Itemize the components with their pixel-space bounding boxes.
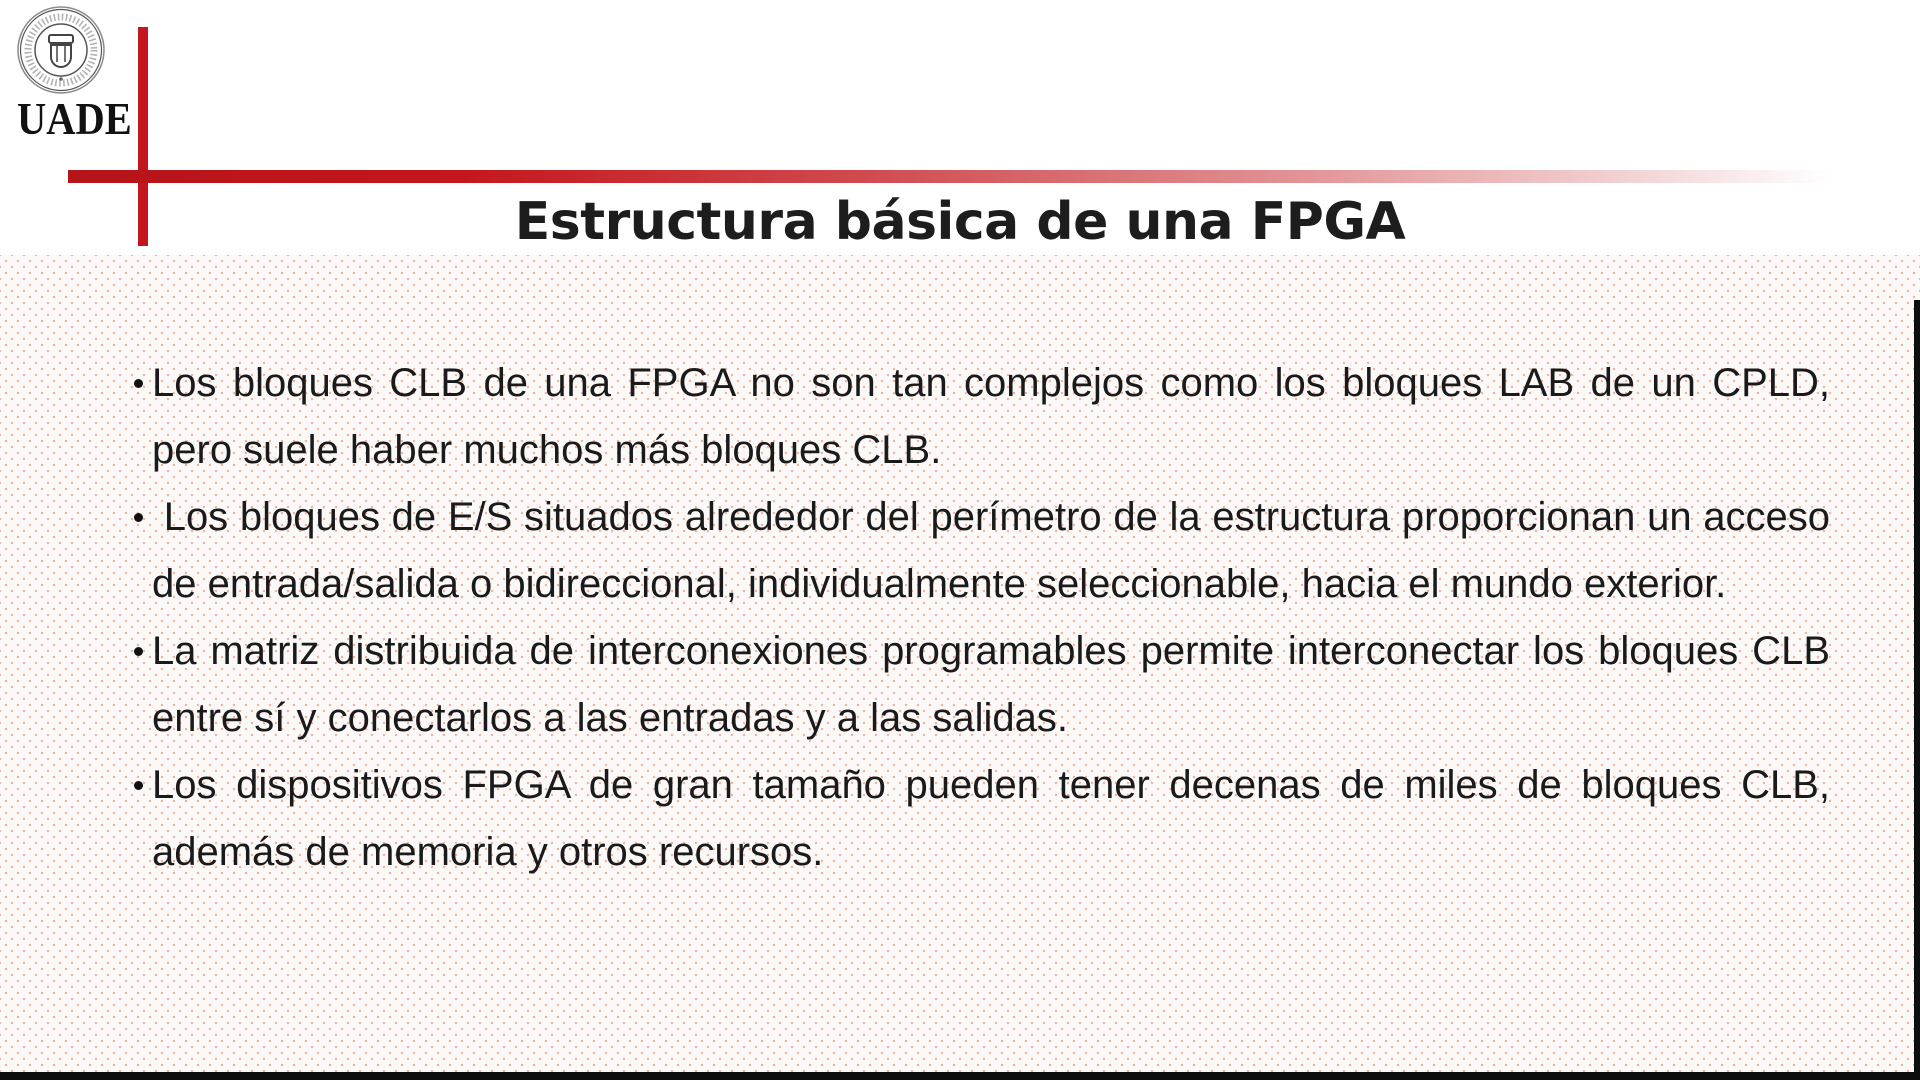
slide-title: Estructura básica de una FPGA: [514, 192, 1406, 252]
bullet-text: Los dispositivos FPGA de gran tamaño pueden tener decenas de miles de bloques CLB, además de memoria y otros recursos.: [152, 763, 1830, 874]
bullet-text: Los bloques de E/S situados alrededor del perímetro de la estructura proporcionan un acceso de entrada/salida o bidireccional, individualmente seleccionable, hacia el mundo exterior.: [152, 495, 1830, 606]
accent-horizontal-line: [68, 170, 1830, 183]
bullet-item: [152, 484, 1830, 618]
bullet-text: La matriz distribuida de interconexiones programables permite interconectar los bloques CLB entre sí y conectarlos a las entradas y a las salidas.: [152, 629, 1830, 740]
slide-content-panel: [0, 255, 1920, 1072]
uade-wordmark: UADE: [17, 93, 132, 144]
bullet-list: [152, 350, 1830, 886]
bullet-text: Los bloques CLB de una FPGA no son tan complejos como los bloques LAB de un CPLD, pero suele haber muchos más bloques CLB.: [152, 361, 1830, 472]
right-edge-bar: [1914, 300, 1920, 1072]
university-seal-icon: [16, 4, 106, 96]
bullet-dot-icon: [134, 647, 143, 656]
bottom-bar: [0, 1072, 1920, 1080]
bullet-dot-icon: [134, 781, 143, 790]
bullet-item: [152, 618, 1830, 752]
bullet-item: [152, 752, 1830, 886]
bullet-dot-icon: [134, 379, 143, 388]
bullet-item: [152, 350, 1830, 484]
bullet-dot-icon: [134, 513, 143, 522]
